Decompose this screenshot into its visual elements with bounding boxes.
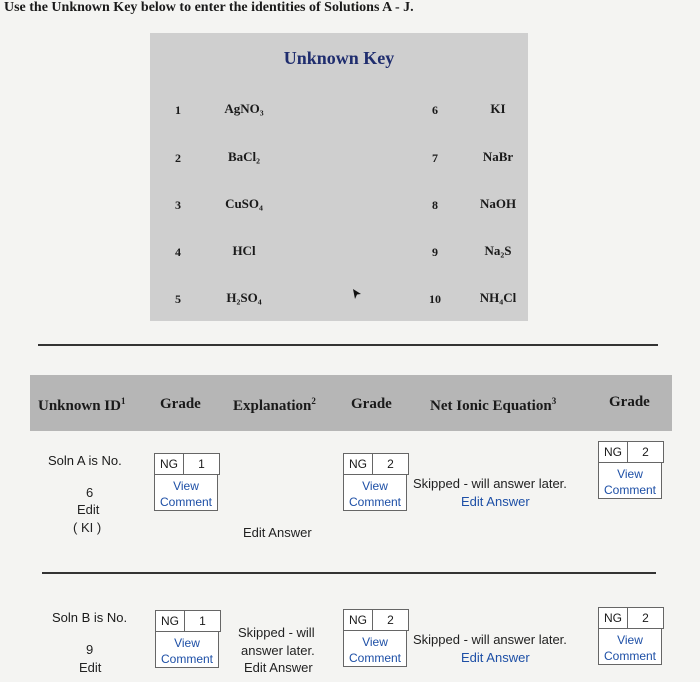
header-unknown-id: Unknown $ID^1$: [38, 396, 126, 414]
net-ionic-edit-answer-link[interactable]: Edit Answer: [461, 650, 530, 665]
key-number: 9: [432, 245, 438, 259]
solution-b-edit-link[interactable]: Edit: [79, 660, 102, 675]
key-number: 10: [429, 292, 441, 306]
key-formula: NaBr: [482, 149, 514, 164]
key-formula: CuSO₄: [225, 196, 263, 211]
grade-box: NG 2 View Comment: [343, 453, 409, 511]
header-net-ionic-equation: Net Ionic Equation$^3$: [430, 396, 557, 414]
key-formula: H₂SO₄: [226, 290, 262, 305]
explanation-status-text: answer later.: [241, 643, 315, 658]
key-number: 3: [175, 198, 181, 212]
unknown-key-panel: [150, 33, 528, 321]
key-number: 7: [432, 151, 438, 165]
key-number: 8: [432, 198, 438, 212]
unknown-key-title: Unknown Key: [283, 48, 395, 68]
grade-box: NG 2 View Comment: [598, 607, 664, 665]
instructions-text: Use the Unknown Key below to enter the identities of Solutions A - J.: [4, 0, 414, 15]
view-comment-link[interactable]: View Comment: [154, 475, 218, 511]
solution-a-label: Soln A is No.: [48, 453, 122, 468]
key-number: 6: [432, 103, 438, 117]
key-number: 5: [175, 292, 181, 306]
header-grade: Grade: [609, 394, 650, 410]
explanation-edit-answer-link[interactable]: Edit Answer: [243, 525, 312, 540]
key-number: 1: [175, 103, 181, 117]
grade-box: NG 1 View Comment: [155, 610, 221, 668]
header-explanation: Explanation$^2$: [233, 396, 316, 414]
divider: [38, 344, 658, 346]
mouse-cursor-icon: [352, 288, 362, 304]
key-number: 2: [175, 151, 181, 165]
key-formula: HCl: [232, 243, 256, 258]
net-ionic-edit-answer-link[interactable]: Edit Answer: [461, 494, 530, 509]
view-comment-link[interactable]: View Comment: [155, 632, 219, 668]
net-ionic-status-text: Skipped - will answer later.: [413, 476, 567, 491]
key-formula: Na₂S: [484, 243, 512, 258]
explanation-status-text: Skipped - will: [238, 625, 315, 640]
solution-b-label: Soln B is No.: [52, 610, 128, 625]
solution-a-identity: ( KI ): [73, 520, 102, 535]
solution-b-number: 9: [86, 642, 94, 657]
view-comment-link[interactable]: View Comment: [343, 631, 407, 667]
key-formula: KI: [490, 101, 506, 116]
view-comment-link[interactable]: View Comment: [598, 463, 662, 499]
key-number: 4: [175, 245, 181, 259]
key-formula: BaCl₂: [227, 149, 261, 164]
grade-box: NG 1 View Comment: [154, 453, 220, 511]
view-comment-link[interactable]: View Comment: [598, 629, 662, 665]
solution-a-edit-link[interactable]: Edit: [77, 502, 100, 517]
net-ionic-status-text: Skipped - will answer later.: [413, 632, 567, 647]
view-comment-link[interactable]: View Comment: [343, 475, 407, 511]
key-formula: NaOH: [479, 196, 517, 211]
header-grade: Grade: [160, 396, 201, 412]
header-grade: Grade: [351, 396, 392, 412]
grade-box: NG 2 View Comment: [343, 609, 409, 667]
grade-box: NG 2 View Comment: [598, 441, 664, 499]
key-formula: NH₄Cl: [479, 290, 517, 305]
solution-a-number: 6: [86, 485, 94, 500]
divider: [42, 572, 656, 574]
explanation-edit-answer-link[interactable]: Edit Answer: [244, 660, 313, 675]
key-formula: AgNO₃: [224, 101, 264, 116]
